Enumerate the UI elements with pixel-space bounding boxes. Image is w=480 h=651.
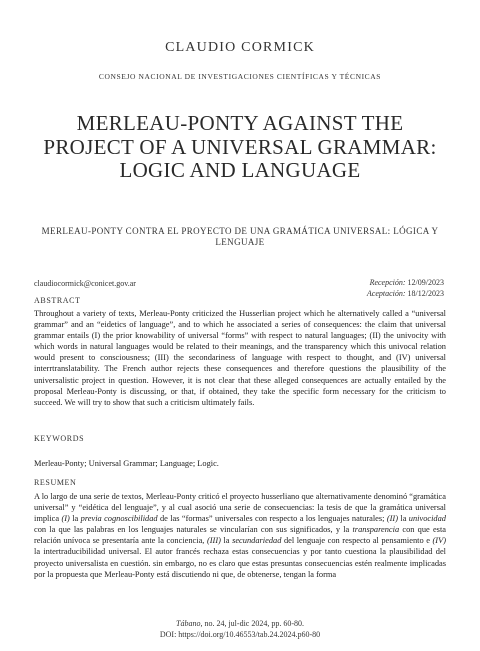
resumen-heading: RESUMEN [34, 478, 77, 487]
keywords-heading: KEYWORDS [34, 434, 85, 443]
paper-subtitle: MERLEAU-PONTY CONTRA EL PROYECTO DE UNA GRAMÁTICA UNIVERSAL: LÓGICA Y LENGUAJE [41, 226, 439, 247]
acceptance-date: 18/12/2023 [407, 289, 444, 298]
acceptance-label: Aceptación: [366, 289, 406, 298]
keywords-text: Merleau-Ponty; Universal Grammar; Language; Logic. [34, 459, 219, 468]
citation-line [0, 618, 480, 629]
reception-line [367, 277, 444, 288]
page-footer [0, 618, 480, 640]
journal-name: Tábano [176, 619, 201, 628]
author-name: CLAUDIO CORMICK [165, 40, 315, 55]
acceptance-line [367, 288, 444, 299]
resumen-text: A lo largo de una serie de textos, Merleau-Ponty criticó el proyecto husserliano que alternativamente denominó “gramática universal” y “eidética del lenguaje”, y al cual asoció una serie de consecuencias: la tesis de que la gramática universal implica (I) la previa cognoscibilidad de las “formas” universales con respecto a los lenguajes naturales; (II) la univocidad con la que las palabras en los lenguajes naturales se vincularían con sus significados, y la transparencia con que esta relación unívoca se presentaría ante la conciencia, (III) la secundariedad del lenguaje con respecto al pensamiento e (IV) la intertraducibilidad universal. El autor francés rechaza estas consecuencias y por tanto cuestiona la plausibilidad del proyecto universalista en cuestión. sin embargo, no es claro que estas presuntas consecuencias estén realmente implicadas por la propuesta que Merleau-Ponty está discutiendo ni que, de obtenerse, tengan la forma [34, 492, 446, 579]
submission-dates [367, 277, 444, 299]
citation-details: , no. 24, jul-dic 2024, pp. 60-80. [200, 619, 304, 628]
reception-date: 12/09/2023 [407, 278, 444, 287]
author-affiliation: CONSEJO NACIONAL DE INVESTIGACIONES CIENTÍFICAS Y TÉCNICAS [98, 72, 382, 81]
abstract-text: Throughout a variety of texts, Merleau-Ponty criticized the Husserlian project which he alternatively called a “universal grammar” and an “eidetics of language”, and to which he associated a series of consequences: the claim that universal grammar entails (I) the prior knowability of universal “forms” with respect to natural languages; (II) the univocity with which words in natural languages would be related to their meanings, and the transparency which this univocal relation would present to consciousness; (III) the secondariness of language with respect to thought, and (IV) universal interrtranslatability. The French author rejects these consequences and therefore questions the plausibility of the universalistic project in question. However, it is not clear that these alleged consequences are actually entailed by the proposal Merleau-Ponty is discussing, or that, if obtained, they take the specific form necessary for the criticism to succeed. We will try to show that such a criticism ultimately fails. [34, 309, 446, 407]
paper-title: MERLEAU-PONTY AGAINST THE PROJECT OF A UNIVERSAL GRAMMAR: LOGIC AND LANGUAGE [43, 111, 437, 182]
abstract-heading: ABSTRACT [34, 296, 81, 305]
author-email[interactable]: claudiocormick@conicet.gov.ar [34, 279, 136, 288]
reception-label: Recepción: [369, 278, 406, 287]
doi-link[interactable]: DOI: https://doi.org/10.46553/tab.24.2024.p60-80 [159, 630, 321, 639]
